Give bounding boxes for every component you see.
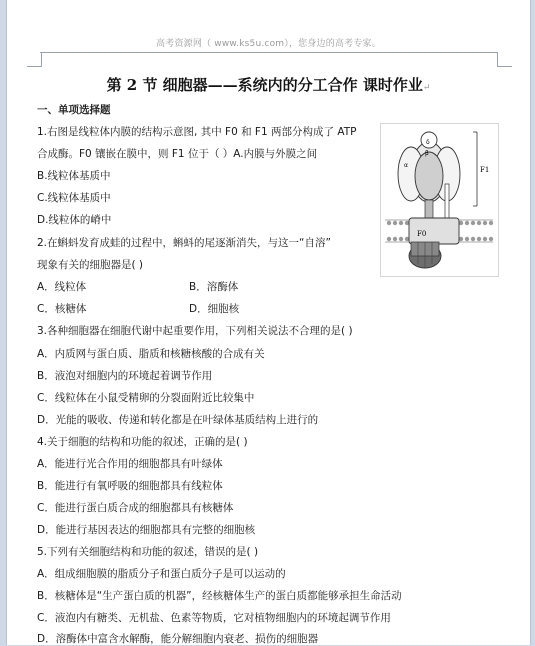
q2-option-b: B．溶酶体 <box>189 281 239 293</box>
q1-option-b: B.线粒体基质中 <box>37 170 111 182</box>
q4-option-a: A．能进行光合作用的细胞都具有叶绿体 <box>37 458 223 470</box>
q1-option-d: D.线粒体的嵴中 <box>37 214 112 226</box>
header-rule <box>40 52 497 53</box>
label-f0: F0 <box>417 230 427 238</box>
title-text: 第 2 节 细胞器——系统内的分工合作 课时作业 <box>106 76 423 94</box>
crop-mark-left <box>27 52 42 67</box>
q2-stem-line2: 现象有关的细胞器是( ) <box>37 259 144 271</box>
q4-option-d: D．能进行基因表达的细胞都具有完整的细胞核 <box>37 524 256 536</box>
section-heading: 一、单项选择题 <box>37 104 111 116</box>
atp-synthase-diagram <box>381 124 498 276</box>
q2-option-a: A．线粒体 <box>37 281 87 293</box>
q3-option-b: B．液泡对细胞内的环境起着调节作用 <box>37 370 213 382</box>
q4-option-c: C．能进行蛋白质合成的细胞都具有核糖体 <box>37 502 234 514</box>
q5-stem: 5.下列有关细胞结构和功能的叙述，错误的是( ) <box>37 546 259 558</box>
page-title <box>7 74 530 95</box>
page-header: 高考资源网（ www.ks5u.com），您身边的高考专家。 <box>156 39 381 49</box>
atp-synthase-figure <box>380 123 499 277</box>
q2-option-c: C．核糖体 <box>37 303 87 315</box>
paragraph-mark: ↵ <box>422 83 431 93</box>
label-beta: β <box>425 150 429 157</box>
label-alpha: α <box>404 162 408 169</box>
q5-option-a: A．组成细胞膜的脂质分子和蛋白质分子是可以运动的 <box>37 568 286 580</box>
q3-option-c: C．线粒体在小鼠受精卵的分裂面附近比较集中 <box>37 392 255 404</box>
q2-option-d: D．细胞核 <box>189 303 240 315</box>
q5-option-d: D．溶酶体中富含水解酶，能分解细胞内衰老、损伤的细胞器 <box>37 633 319 645</box>
q5-option-c: C．液泡内有糖类、无机盐、色素等物质，它对植物细胞内的环境起调节作用 <box>37 612 391 624</box>
q3-option-a: A．内质网与蛋白质、脂质和核糖核酸的合成有关 <box>37 348 265 360</box>
q2-stem-line1: 2.在蝌蚪发育成蛙的过程中，蝌蚪的尾逐渐消失，与这一“自溶” <box>37 237 331 249</box>
q1-option-c: C.线粒体基质中 <box>37 192 111 204</box>
q3-stem: 3.各种细胞器在细胞代谢中起重要作用，下列相关说法不合理的是( ) <box>37 325 353 337</box>
q3-option-d: D．光能的吸收、传递和转化都是在叶绿体基质结构上进行的 <box>37 414 319 426</box>
crop-mark-right <box>497 52 512 67</box>
document-page <box>6 0 531 645</box>
q1-stem-line2: 合成酶。F0 镶嵌在膜中，则 F1 位于（ ）A.内膜与外膜之间 <box>37 148 318 160</box>
q4-option-b: B．能进行有氧呼吸的细胞都具有线粒体 <box>37 480 223 492</box>
label-f1: F1 <box>480 166 490 174</box>
q4-stem: 4.关于细胞的结构和功能的叙述，正确的是( ) <box>37 436 248 448</box>
q5-option-b: B．核糖体是“生产蛋白质的机器”，经核糖体生产的蛋白质都能够承担生命活动 <box>37 590 402 602</box>
label-delta: δ <box>426 139 430 146</box>
q1-stem-line1: 1.右图是线粒体内膜的结构示意图, 其中 F0 和 F1 两部分构成了 ATP <box>37 126 357 138</box>
